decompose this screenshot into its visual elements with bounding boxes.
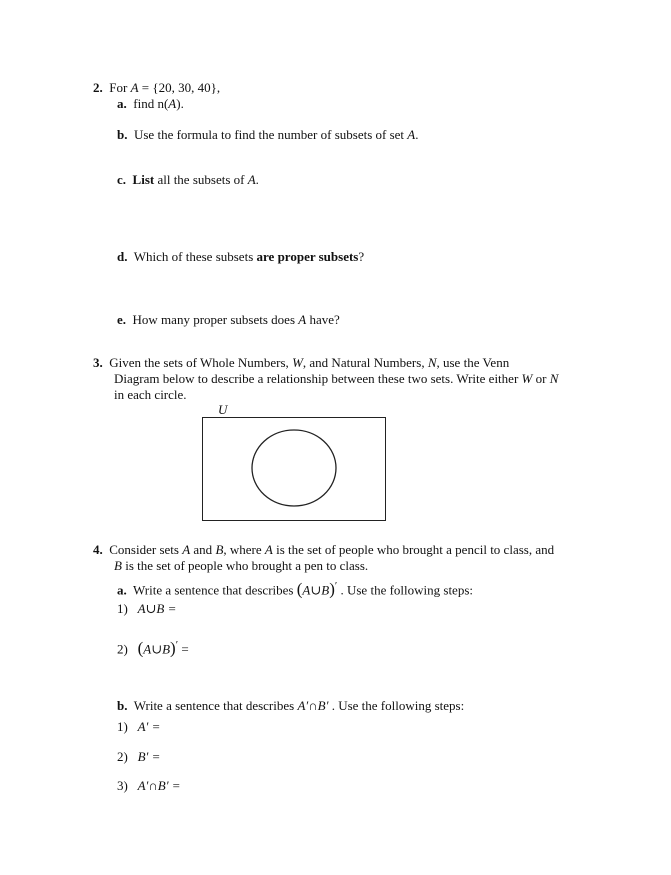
- q2d-suffix: ?: [358, 249, 365, 264]
- q4b-step3-expr: A′∩B′ =: [137, 778, 181, 793]
- q4-and: and: [190, 542, 216, 557]
- q4b-step2-expr: B′ =: [137, 749, 161, 764]
- q4b-suffix: . Use the following steps:: [328, 698, 465, 713]
- q2d-text: Which of these subsets: [133, 249, 257, 264]
- q4a-step2-num: 2): [117, 641, 128, 657]
- q2a-letter: a.: [117, 96, 127, 111]
- q2a-text: find n(: [133, 96, 169, 111]
- q2e-suffix: have?: [306, 312, 340, 327]
- q2d-letter: d.: [117, 249, 128, 264]
- q2d-bold: are proper subsets: [256, 249, 359, 264]
- q3-line3: in each circle.: [114, 387, 187, 402]
- q4b-step2-num: 2): [117, 749, 128, 764]
- q4-line1-mid: , where: [223, 542, 265, 557]
- q2e-letter: e.: [117, 312, 127, 327]
- q4-set-b: B: [215, 542, 224, 557]
- q2b-set: A: [407, 127, 416, 142]
- q4a-prime: ′: [334, 580, 338, 592]
- q2-set-name: A: [130, 80, 139, 95]
- q4-part-b: [117, 698, 464, 714]
- q4-number: 4.: [93, 542, 103, 557]
- q4b-letter: b.: [117, 698, 128, 713]
- q3-line2-text: Diagram below to describe a relationship between these two sets. Write either: [114, 371, 522, 386]
- q4a-step-1: [117, 601, 176, 617]
- q4-set-a: A: [182, 542, 191, 557]
- q4-line1-suffix: is the set of people who brought a pencil to class, and: [272, 542, 555, 557]
- q2-part-b: [117, 127, 419, 143]
- q4a-expr: A∪B: [302, 582, 330, 598]
- venn-universal-label: [218, 402, 227, 418]
- q4a-step-2: 2) (A∪B)′ =: [117, 638, 189, 658]
- q2-part-a: [117, 96, 184, 112]
- q3-n-symbol-2: N: [549, 371, 559, 386]
- q2c-suffix: .: [255, 172, 259, 187]
- q4a-step1-num: 1): [117, 601, 128, 616]
- q4-line1-text: Consider sets: [109, 542, 183, 557]
- q4-line1: [93, 542, 554, 558]
- q3-line2: [114, 371, 558, 387]
- q3-number: 3.: [93, 355, 103, 370]
- q2-number: 2.: [93, 80, 103, 95]
- q2b-suffix: .: [415, 127, 419, 142]
- q2-set-elements: = {20, 30, 40},: [138, 80, 221, 95]
- q3-w-symbol-2: W: [521, 371, 533, 386]
- venn-diagram: [202, 417, 386, 521]
- q2-intro: [93, 80, 220, 96]
- q2-part-c: [117, 172, 259, 188]
- q2-part-d: [117, 249, 364, 265]
- q4a-text: Write a sentence that describes: [133, 582, 297, 598]
- q4-set-a-2: A: [264, 542, 273, 557]
- q2-part-e: [117, 312, 340, 328]
- q3-line1-suffix: , use the Venn: [436, 355, 510, 370]
- q4a-step2-eq: =: [178, 641, 189, 657]
- q3-line1-text: Given the sets of Whole Numbers,: [109, 355, 293, 370]
- q4b-step-1: [117, 719, 160, 735]
- q2c-letter: c.: [117, 172, 127, 187]
- q2a-suffix: ).: [176, 96, 184, 111]
- q2c-text: all the subsets of: [154, 172, 248, 187]
- q3-w-symbol: W: [292, 355, 303, 370]
- q4-line2-text: is the set of people who brought a pen to class.: [121, 558, 369, 573]
- q2a-set: A: [168, 96, 177, 111]
- q4b-step3-num: 3): [117, 778, 128, 793]
- q4b-step1-num: 1): [117, 719, 128, 734]
- q2e-set: A: [298, 312, 307, 327]
- q4b-text: Write a sentence that describes: [133, 698, 298, 713]
- venn-u-label: U: [218, 402, 228, 417]
- q4a-step2-prime: ′: [175, 639, 179, 651]
- q4b-step1-expr: A′ =: [137, 719, 161, 734]
- q3-line1: [93, 355, 509, 371]
- q4-set-b-2: B: [114, 558, 122, 573]
- q3-line1-mid: , and Natural Numbers,: [302, 355, 428, 370]
- q2b-letter: b.: [117, 127, 128, 142]
- universal-set-rectangle: [203, 418, 386, 521]
- q4b-step-3: [117, 778, 181, 794]
- q3-line2-mid: or: [532, 371, 550, 386]
- venn-circle[interactable]: [252, 430, 336, 506]
- q3-n-symbol: N: [427, 355, 437, 370]
- q4a-letter: a.: [117, 582, 127, 598]
- q4b-expr: A′∩B′: [297, 698, 329, 713]
- q4-line2: [114, 558, 368, 574]
- q4-part-a: a. Write a sentence that describes (A∪B)′ . Use the following steps:: [117, 579, 473, 599]
- q2c-bold: List: [132, 172, 155, 187]
- q2c-set: A: [247, 172, 256, 187]
- q4a-step2-expr: A∪B: [143, 641, 171, 657]
- q4a-suffix: . Use the following steps:: [337, 582, 473, 598]
- q2e-text: How many proper subsets does: [132, 312, 299, 327]
- q4b-step-2: [117, 749, 160, 765]
- q2b-text: Use the formula to find the number of subsets of set: [133, 127, 408, 142]
- q2-intro-text: For: [109, 80, 131, 95]
- q4a-step1-expr: A∪B =: [137, 601, 177, 616]
